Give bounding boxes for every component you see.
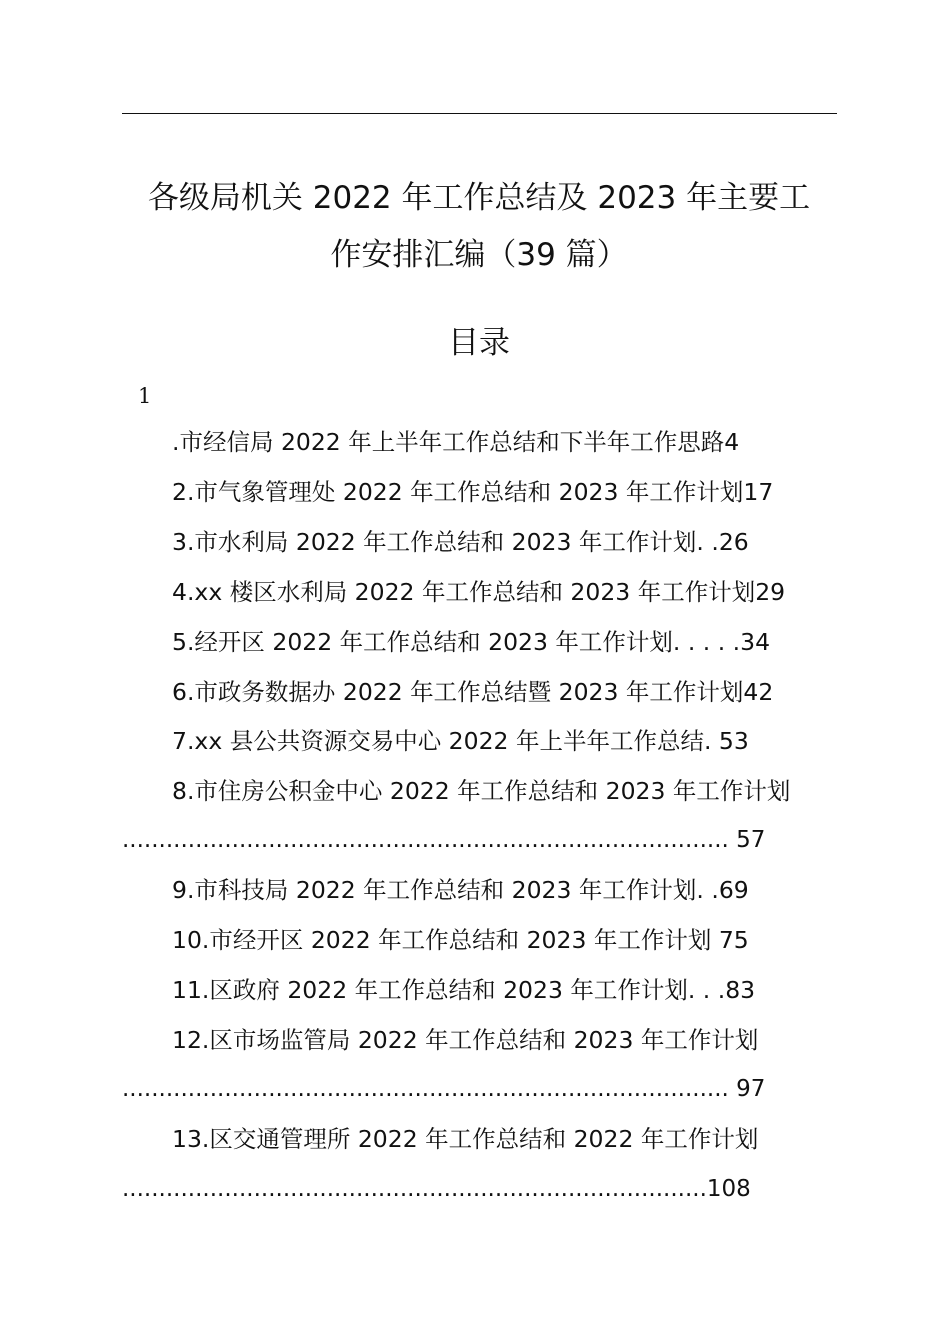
toc-entry-12-leader[interactable]: ................................................................................... 97 [122,1076,766,1102]
toc-entry-13[interactable]: 13.区交通管理所 2022 年工作总结和 2022 年工作计划 [172,1125,759,1153]
toc-entry-8-leader[interactable]: ................................................................................... 57 [122,827,766,853]
toc-entry-12[interactable]: 12.区市场监管局 2022 年工作总结和 2023 年工作计划 [172,1026,759,1054]
header-rule [122,113,837,114]
document-title-line-2: 作安排汇编（39 篇） [330,237,628,273]
document-title-line-1: 各级局机关 2022 年工作总结及 2023 年主要工 [147,180,811,216]
toc-entry-7[interactable]: 7.xx 县公共资源交易中心 2022 年上半年工作总结. 53 [172,727,749,755]
toc-entry-11[interactable]: 11.区政府 2022 年工作总结和 2023 年工作计划. . .83 [172,976,756,1004]
toc-entry-8[interactable]: 8.市住房公积金中心 2022 年工作总结和 2023 年工作计划 [172,777,791,805]
toc-entry-4[interactable]: 4.xx 楼区水利局 2022 年工作总结和 2023 年工作计划29 [172,578,786,606]
toc-entry-10[interactable]: 10.市经开区 2022 年工作总结和 2023 年工作计划 75 [172,926,749,954]
toc-entry-9[interactable]: 9.市科技局 2022 年工作总结和 2023 年工作计划. .69 [172,876,749,904]
toc-entry-1[interactable]: .市经信局 2022 年上半年工作总结和下半年工作思路4 [172,428,740,456]
toc-entry-5[interactable]: 5.经开区 2022 年工作总结和 2023 年工作计划. . . . .34 [172,628,771,656]
document-title [120,170,838,284]
toc-entry-6[interactable]: 6.市政务数据办 2022 年工作总结暨 2023 年工作计划42 [172,678,774,706]
toc-entry-3[interactable]: 3.市水利局 2022 年工作总结和 2023 年工作计划. .26 [172,528,749,556]
toc-page-marker: 1 [138,384,152,408]
toc-entry-13-leader[interactable]: ................................................................................108 [122,1176,751,1202]
toc-heading: 目录 [448,325,510,361]
toc-entry-2[interactable]: 2.市气象管理处 2022 年工作总结和 2023 年工作计划17 [172,478,774,506]
